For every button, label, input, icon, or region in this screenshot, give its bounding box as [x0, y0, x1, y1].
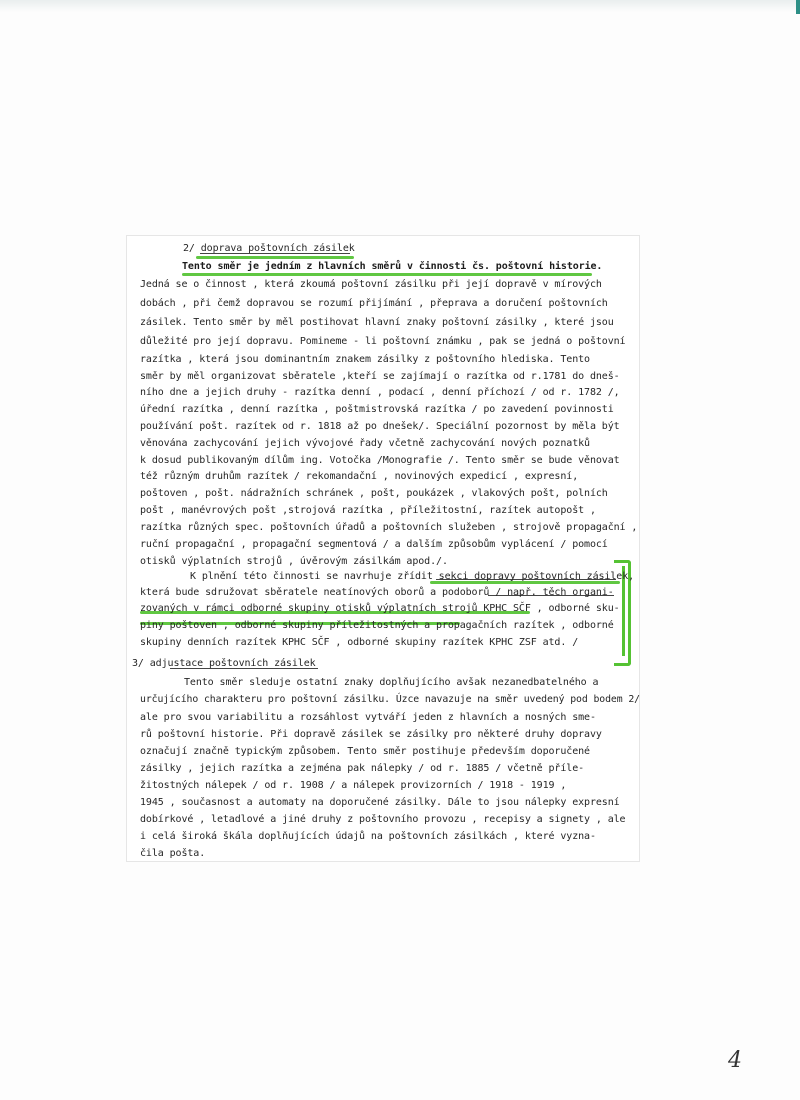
- text-line: věnována zachycování jejich vývojové řady včetně zachycování nových poznatků: [140, 438, 590, 449]
- text-line: též různým druhům razítek / rekomandační , novinových expedicí , expresní,: [140, 471, 579, 482]
- text-line: k dosud publikovaným dílům ing. Votočka /Monografie /. Tento směr se bude věnovat: [140, 455, 620, 466]
- text-line: Jedná se o činnost , která zkoumá poštovní zásilku při její dopravě v mírových: [140, 279, 602, 290]
- text-line: skupiny denních razítek KPHC SČF , odborné skupiny razítek KPHC ZSF atd. /: [140, 637, 579, 648]
- scan-top-edge: [0, 0, 800, 12]
- text-line: poštoven , pošt. nádražních schránek , pošt, poukázek , vlakových pošt, polních: [140, 488, 608, 499]
- text-line: razítka , která jsou dominantním znakem zásilky z poštovního hlediska. Tento: [140, 354, 590, 365]
- text-line: dobírkové , letadlové a jiné druhy z poštovního provozu , recepisy a signety , ale: [140, 814, 626, 825]
- text-line: razítka různých spec. poštovních úřadů a poštovních služeben , strojově propagační ,: [140, 522, 638, 533]
- text-line: zásilky , jejich razítka a zejména pak nálepky / od r. 1885 / včetně příle-: [140, 763, 585, 774]
- text-line: ního dne a jejich druhy - razítka denní , podací , denní příchozí / od r. 1782 /,: [140, 387, 620, 398]
- page-number: 4: [728, 1048, 742, 1073]
- marker-underline: [196, 256, 354, 259]
- text-line: směr by měl organizovat sběratele ,kteří se zajímají o razítka od r.1781 do dneš-: [140, 371, 620, 382]
- text-line: čila pošta.: [140, 848, 206, 859]
- text-line: 1945 , současnost a automaty na doporučené zásilky. Dále to jsou nálepky expresní: [140, 797, 620, 808]
- text-line: používání pošt. razítek od r. 1818 až po dnešek/. Speciální pozornost by měla být: [140, 421, 620, 432]
- section-2-lead: Tento směr je jedním z hlavních směrů v činnosti čs. poštovní historie.: [182, 261, 603, 272]
- text-line: zovaných v rámci odborné skupiny otisků výplatních strojů KPHC SČF , odborné sku-: [140, 603, 620, 614]
- text-line: rů poštovní historie. Při dopravě zásilek se zásilky pro některé druhy dopravy: [140, 729, 602, 740]
- text-line: žitostných nálepek / od r. 1908 / a nálepek provizorních / 1918 - 1919 ,: [140, 780, 567, 791]
- section-2-heading: 2/ doprava poštovních zásilek: [183, 243, 355, 254]
- text-line: určujícího charakteru pro poštovní zásilku. Úzce navazuje na směr uvedený pod bodem 2/: [140, 694, 641, 705]
- text-line: otisků výplatních strojů , úvěrovým zásilkám apod./.: [140, 556, 448, 567]
- text-line: K plnění této činnosti se navrhuje zřídit sekci dopravy poštovních zásilek,: [190, 571, 635, 582]
- text-line: úřední razítka , denní razítka , poštmistrovská razítka / po zavedení povinnosti: [140, 404, 614, 415]
- text-line: zásilek. Tento směr by měl postihovat hlavní znaky poštovní zásilky , které jsou: [140, 317, 614, 328]
- marker-underline: [182, 273, 592, 276]
- text-line: ruční propagační , propagační segmentová / a dalším způsobům vyplácení / pomocí: [140, 539, 608, 550]
- text-line: důležité pro její dopravu. Pomineme - li poštovní známku , pak se jedná o poštovní: [140, 336, 626, 347]
- text-line: i celá široká škála doplňujících údajů na poštovních zásilkách , které vyzna-: [140, 831, 596, 842]
- text-line: pošt , manévrových pošt ,strojová razítka , příležitostní, razítek autopošt ,: [140, 505, 596, 516]
- text-line: dobách , při čemž dopravou se rozumí přijímání , přeprava a doručení poštovních: [140, 298, 608, 309]
- section-3-heading: 3/ adjustace poštovních zásilek: [132, 658, 316, 669]
- text-line: ale pro svou variabilitu a rozsáhlost vytváří jeden z hlavních a nosných sme-: [140, 712, 596, 723]
- text-line: označují značně typickým způsobem. Tento směr postihuje především doporučené: [140, 746, 590, 757]
- text-line: piny poštoven , odborné skupiny příležitostných a propagačních razítek , odborné: [140, 620, 614, 631]
- scan-right-edge: [796, 0, 800, 14]
- text-line: která bude sdružovat sběratele neatínových oborů a podoborů / např. těch organi-: [140, 587, 614, 598]
- text-line: Tento směr sleduje ostatní znaky doplňujícího avšak nezanedbatelného a: [184, 677, 599, 688]
